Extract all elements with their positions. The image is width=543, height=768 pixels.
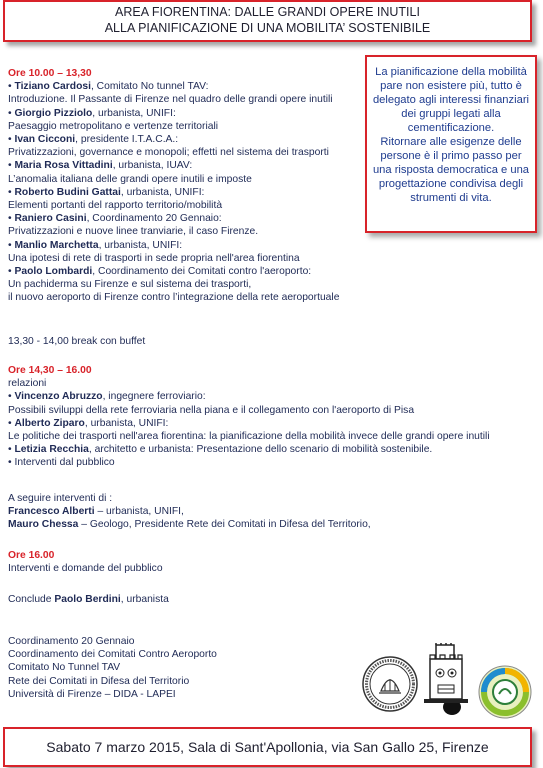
speaker-topic: Elementi portanti del rapporto territorio/mobilità [8, 200, 223, 212]
seguire-intro: A seguire interventi di : [8, 493, 113, 504]
evening-time: Ore 16.00 [8, 550, 55, 561]
tower-mascot-icon [422, 643, 470, 718]
speaker-line: • Vincenzo Abruzzo, ingegnere ferroviario: [8, 391, 206, 403]
afternoon-program [8, 364, 490, 470]
seguire-section [8, 492, 371, 532]
speaker-name: Tiziano Cardosi [14, 81, 91, 93]
speaker-name: Maria Rosa Vittadini [14, 160, 113, 172]
speaker-name: Letizia Recchia [14, 444, 89, 456]
university-seal-icon [361, 655, 419, 713]
speaker-name: Roberto Budini Gattai [14, 186, 121, 198]
organizer-item: Rete dei Comitati in Difesa del Territorio [8, 675, 190, 687]
relazioni-label: relazioni [8, 378, 47, 390]
organizer-item: Università di Firenze – DIDA - LAPEI [8, 688, 176, 700]
organizer-item: Coordinamento dei Comitati Contro Aeroporto [8, 649, 217, 661]
speaker-line: • Manlio Marchetta, urbanista, UNIFI: [8, 239, 183, 251]
footer-banner [3, 727, 532, 767]
speaker-topic: Introduzione. Il Passante di Firenze nel quadro delle grandi opere inutili [8, 94, 333, 106]
organizers-list [8, 635, 217, 701]
organizer-item: Comitato No Tunnel TAV [8, 662, 121, 674]
speaker-topic: Un pachiderma su Firenze e sul sistema dei trasporti, [8, 279, 252, 291]
speaker-name: Giorgio Pizziolo [14, 107, 93, 119]
speaker-name: Manlio Marchetta [14, 239, 99, 251]
afternoon-time: Ore 14,30 – 16.00 [8, 365, 92, 376]
speaker-topic: Privatizzazioni e nuove linee tranviarie, il caso Firenze. [8, 226, 259, 238]
organizer-item: Coordinamento 20 Gennaio [8, 636, 135, 647]
seguire-speaker: Mauro Chessa – Geologo, Presidente Rete dei Comitati in Difesa del Territorio, [8, 519, 371, 531]
speaker-line: • Alberto Ziparo, urbanista, UNIFI: [8, 417, 169, 429]
speaker-topic: il nuovo aeroporto di Firenze contro l’integrazione della rete aeroportuale [8, 292, 340, 304]
header-title-line2: ALLA PIANIFICAZIONE DI UNA MOBILITA’ SOSTENIBILE [104, 21, 431, 35]
header-title-line1: AREA FIORENTINA: DALLE GRANDI OPERE INUTILI [115, 5, 420, 19]
event-date-location: Sabato 7 marzo 2015, Sala di Sant'Apollonia, via San Gallo 25, Firenze [46, 739, 489, 755]
speaker-topic: Le politiche dei trasporti nell'area fiorentina: la pianificazione della mobilità invece delle grandi opere inutili [8, 431, 490, 443]
speaker-name: Raniero Casini [14, 213, 87, 225]
speaker-topic: Paesaggio metropolitano e vertenze territoriali [8, 120, 219, 132]
speaker-name: Paolo Lombardi [14, 266, 93, 278]
speaker-line: • Roberto Budini Gattai, urbanista, UNIFI: [8, 186, 205, 198]
speaker-topic: Possibili sviluppi della rete ferroviaria nella piana e il collegamento con l'aeroporto di Pisa [8, 404, 415, 416]
speaker-topic: Una ipotesi di rete di trasporti in sede propria nell'area fiorentina [8, 252, 300, 264]
header-banner [3, 0, 532, 42]
morning-speakers [8, 80, 339, 265]
speaker-name: Alberto Ziparo [14, 417, 85, 429]
conclude-line: Conclude Paolo Berdini, urbanista [8, 594, 169, 605]
speaker-topic: Privatizzazioni, governance e monopoli; effetti nel sistema dei trasporti [8, 147, 329, 159]
morning-program [8, 67, 339, 305]
interventi-line: • Interventi dal pubblico [8, 457, 115, 469]
speaker-line: • Ivan Cicconi, presidente I.T.A.C.A.: [8, 134, 179, 146]
speaker-line: • Letizia Recchia, architetto e urbanista: Presentazione dello scenario di mobilità sostenibile. [8, 444, 433, 456]
speaker-line: • Giorgio Pizziolo, urbanista, UNIFI: [8, 107, 176, 119]
seguire-speaker: Francesco Alberti – urbanista, UNIFI, [8, 506, 184, 518]
speaker-line: • Raniero Casini, Coordinamento 20 Gennaio: [8, 213, 222, 225]
morning-time: Ore 10.00 – 13,30 [8, 68, 92, 79]
speaker-name: Vincenzo Abruzzo [14, 391, 103, 403]
speaker-name: Ivan Cicconi [14, 134, 76, 146]
speaker-line: • Paolo Lombardi, Coordinamento dei Comitati contro l'aeroporto: [8, 266, 312, 278]
green-circle-logo-icon [477, 664, 533, 720]
callout-box [365, 55, 537, 233]
break-line: 13,30 - 14,00 break con buffet [8, 336, 146, 347]
speaker-topic: L’anomalia italiana delle grandi opere inutili e imposte [8, 173, 252, 185]
callout-paragraph-2: Ritornare alle esigenze delle persone è il primo passo per una risposta democratica e una progettazione condivisa degli strumenti di vita. [372, 136, 530, 204]
speaker-line: • Tiziano Cardosi, Comitato No tunnel TAV: [8, 81, 209, 93]
evening-text: Interventi e domande del pubblico [8, 563, 163, 575]
callout-paragraph-1: La pianificazione della mobilità pare non esistere più, tutto è delegato agli interessi finanziari dei gruppi legati alla cementificazione. [372, 66, 530, 134]
speaker-line: • Maria Rosa Vittadini, urbanista, IUAV: [8, 160, 193, 172]
evening-section [8, 549, 163, 575]
